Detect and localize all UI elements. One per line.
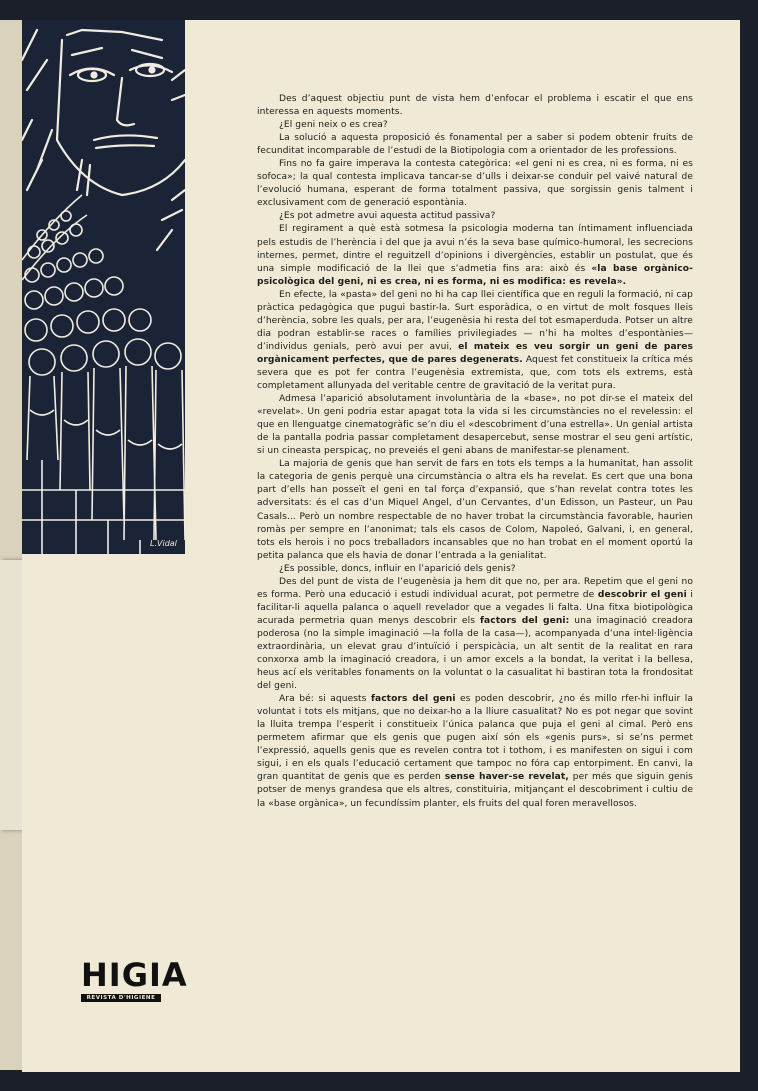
bold-text-run: factors del geni <box>370 694 456 705</box>
article-paragraph <box>257 132 693 158</box>
article-body <box>257 93 693 811</box>
article-paragraph <box>257 289 693 393</box>
artist-signature: L.Vidal <box>150 539 177 548</box>
previous-page-edge <box>0 20 22 1070</box>
text-run: La solució a aquesta proposició és fonamental per a saber si podem obtenir fruits de fecunditat incomparable de l’estudi de la Biotipologia com a orientador de les professions. <box>257 133 693 157</box>
text-run: Des del punt de vista de l’eugenèsia ja hem dit que no, per ara. Repetim que el geni no es forma. Però una educació i estudi individual acurat, pot permetre de <box>257 576 693 600</box>
magazine-page <box>22 20 740 1072</box>
text-run: El regirament a què està sotmesa la psicologia moderna tan íntimament influenciada pels estudis de l’herència i del que ja avui n’és la seva base químico-humoral, les secrecions internes, permet, dintre el reguitzell d’opinions i divergències, establir un postulat, que és una simple modificació de la llei que s’admetia fins ara: això és <box>257 224 693 274</box>
logo-subtitle: REVISTA D'HIGIENE <box>81 994 161 1002</box>
article-paragraph <box>257 93 693 119</box>
text-run: Aquest fet constitueix la crítica més severa que es pot fer contra l’eugenèsia extremista, que, com tots els extrems, està completament allunyada del veritable centre de gravitació de la veritat pura. <box>257 354 693 392</box>
text-run: per més que siguin genis potser de menys grandesa que els altres, constituiria, mitjançant el descobriment i cultiu de la «base orgànica», un fecundíssim planter, els fruits del qual foren meravellosos. <box>257 772 694 809</box>
woodcut-illustration <box>22 20 185 554</box>
article-paragraph <box>257 393 693 458</box>
article-paragraph <box>257 693 693 810</box>
article-paragraph <box>257 563 693 576</box>
bold-text-run: «la base orgànico-psicològica del geni, ni es crea, ni es forma, ni es modifica: es revela». <box>257 263 693 287</box>
article-paragraph <box>257 158 693 210</box>
text-run: Fins no fa gaire imperava la contesta categòrica: «el geni ni es crea, ni es forma, ni es sofoca»; la qual contesta implicava tancar-se d’ulls i deixar-se conduir pel vaivé natural de l’evolució humana, esperant de forma totalment passiva, que sorgissin genis talment i exclusivament com de generació espontània. <box>257 159 693 209</box>
text-run: i facilitar-li aquella palanca o aquell revelador que a vegades li falta. Una fitxa biotipològica acurada permetria quan menys descobrir els <box>257 589 693 626</box>
text-run: En efecte, la «pasta» del geni no hi ha cap llei científica que en reguli la formació, ni cap pràctica pedagògica que pugui bastir-la. Surt esporàdica, o en virtut de molt fosques lleis d’herència, sobre les quals, per ara, l’eugenèsia hi resta del tot esmaperduda. Potser un altre dia podran establir-se races o famílies privilegiades — n’hi ha moltes d’espontànies— d’individus genials, però avui per avui, <box>257 289 693 352</box>
text-run: ¿Es possible, doncs, influir en l’aparició dels genis? <box>279 563 516 574</box>
text-run: Admesa l’aparició absolutament involuntària de la «base», no pot dir-se el mateix del «revelat». Un geni podria estar apagat tota la vida si les circumstàncies no el revelessin: el que en llenguatge cinematogràfic se’n diu el «descobriment d’una estrella». Un genial artista de la pantalla podria passar completament desapercebut, sense mostrar el seu geni artístic, si un cineasta perspicaç, no preveiés el geni abans de manifestar-se plenament. <box>257 394 693 457</box>
text-run: una imaginació creadora poderosa (no la simple imaginació —la folla de la casa—), acompanyada d’una intel·ligència extraordinària, un elevat grau d’intuïció i perspicàcia, un alt sentit de la realitat en rara conxorxa amb la imaginació creadora, i un amor excels a la bondat, la veritat i la bellesa, heus ací els veritables fonaments on la voluntat o la casualitat hi bastiran tota la frondositat del geni. <box>257 615 694 692</box>
text-run: es poden descobrir, ¿no és millo rfer-hi influir la voluntat i tots els mitjans, que no deixar-ho a la lliure casualitat? No es pot negar que sovint la lluita trempa l’esperit i constitueix l’única palanca que puja el geni al cimal. Però ens permetem afirmar que els genis que pugen així són els «genis purs», si se’ns permet l’expressió, aquells genis que es revelen contra tot i tothom, i es manifesten on sigui i com sigui, i en els quals l’educació certament que tampoc no fóra cap entorpiment. En canvi, la gran quantitat de genis que es perden <box>257 694 693 783</box>
article-paragraph <box>257 210 693 223</box>
logo-wordmark: HIGIA <box>81 956 188 994</box>
text-run: La majoria de genis que han servit de fars en tots els temps a la humanitat, han assolit la categoria de genis perquè una circumstància o altra els ha revelat. Es cert que una bona part d’ells han posseït el geni en tal força d’expansió, que s’han revelat contra totes les adversitats: és el cas d’un Miquel Angel, d’un Cervantes, d’un Edisson, un Pasteur, un Pau Casals... Però un nombre respectable de no haver trobat la circumstància favorable, haurien romàs per sempre en l’anonimat; tals els casos de Colom, Napoleó, Galvani, i, en general, tots els herois i no pocs treballadors incansables que no han trobat en el moment oportú la petita palanca que els havia de donar l’entrada a la genialitat. <box>257 459 693 561</box>
article-paragraph <box>257 576 693 693</box>
higia-logo <box>81 956 188 1007</box>
text-run: Ara bé: si aquests <box>279 694 371 705</box>
bold-text-run: descobrir el geni <box>597 589 687 600</box>
bold-text-run: factors del geni: <box>479 615 570 626</box>
text-run: Des d’aquest objectiu punt de vista hem d’enfocar el problema i escatir el que ens interessa en aquests moments. <box>257 94 693 118</box>
article-paragraph <box>257 223 693 288</box>
text-run: ¿El geni neix o es crea? <box>279 120 388 131</box>
giant-face-and-crowd-drawing <box>22 20 185 554</box>
article-paragraph <box>257 458 693 562</box>
bold-text-run: sense haver-se revelat, <box>444 772 569 783</box>
bold-text-run: el mateix es veu sorgir un geni de pares orgànicament perfectes, que de pares degenerats. <box>257 341 693 365</box>
text-run: ¿Es pot admetre avui aquesta actitud passiva? <box>279 211 496 222</box>
article-paragraph <box>257 119 693 132</box>
